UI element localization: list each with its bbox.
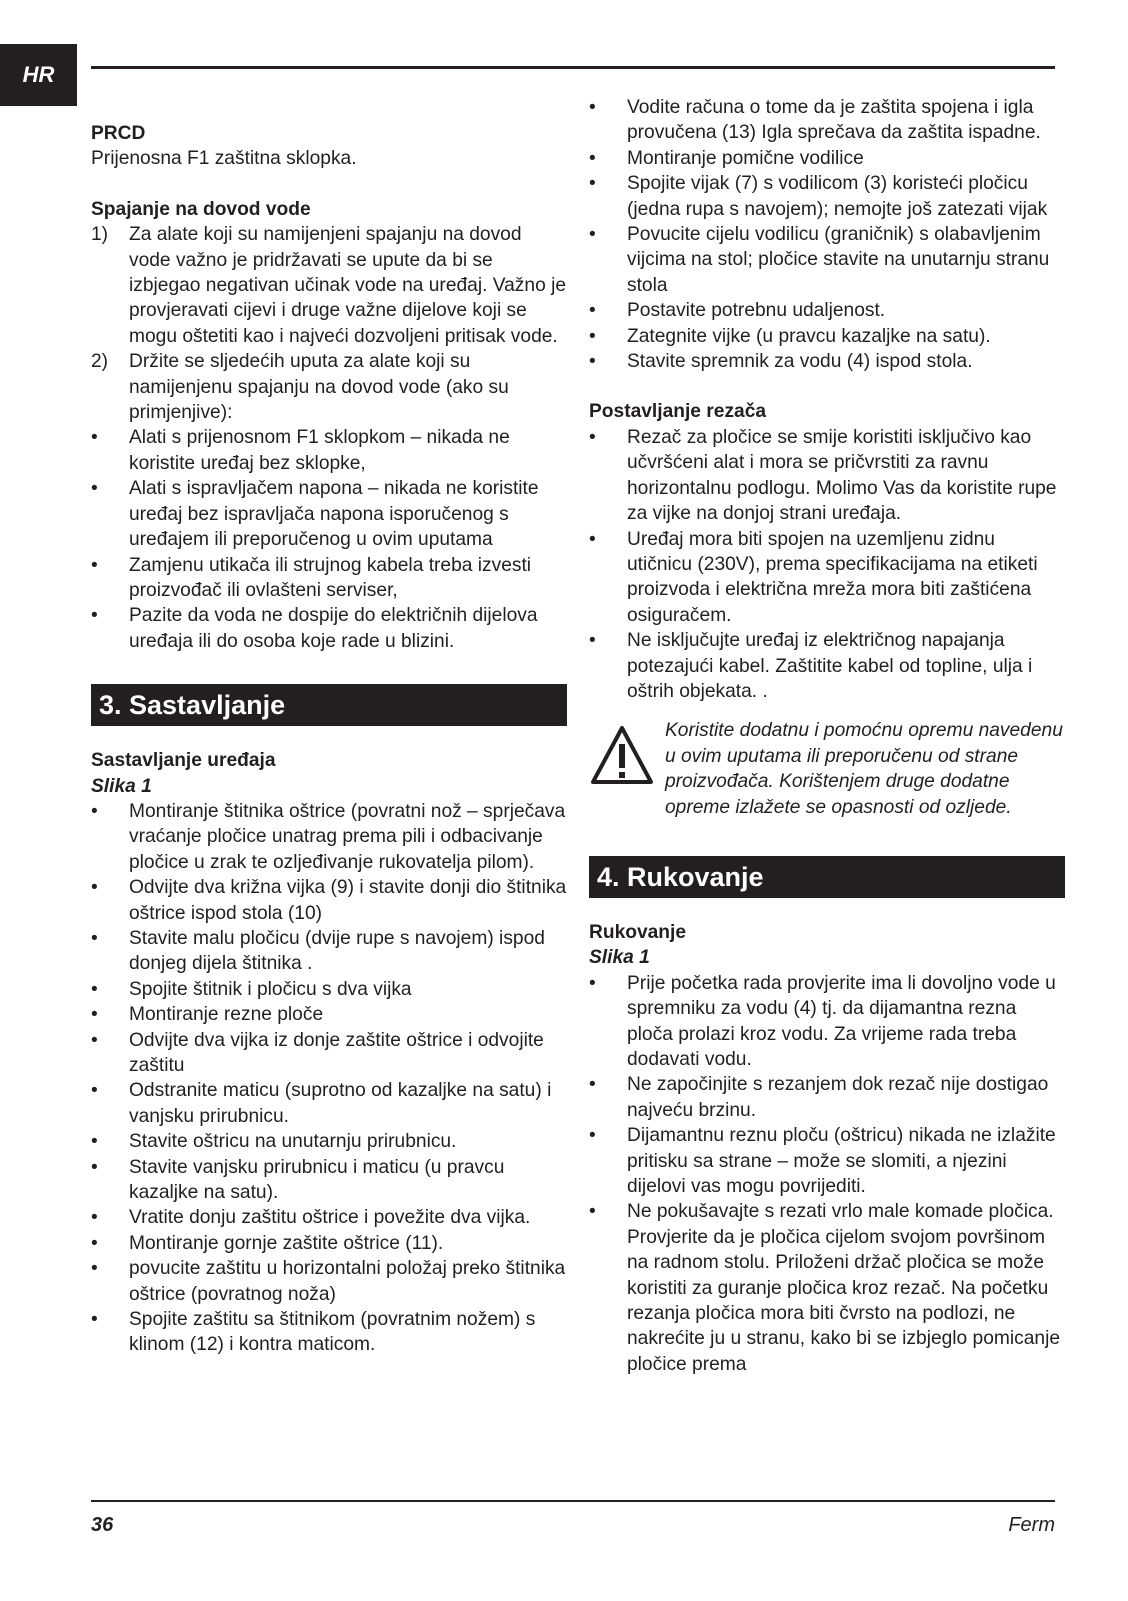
guide-list	[589, 95, 1065, 374]
list-item: • Alati s ispravljačem napona – nikada ne koristite uređaj bez ispravljača napona isporučenog s uređajem ili preporučenog u ovim uputama	[91, 478, 539, 551]
list-item: • Montiranje štitnika oštrice (povratni nož – sprječava vraćanje pločice unatrag prema pili i odbacivanje pločice u zrak te ozljeđivanje rukovatelja pilom).	[91, 800, 566, 873]
list-item: • Pazite da voda ne dospije do električnih dijelova uređaja ili do osoba koje rade u blizini.	[91, 605, 538, 652]
list-item: • Odstranite maticu (suprotno od kazaljke na satu) i vanjsku prirubnicu.	[91, 1080, 552, 1127]
list-item: • Montiranje gornje zaštite oštrice (11).	[91, 1232, 444, 1254]
list-item: • Zamjenu utikača ili strujnog kabela treba izvesti proizvođač ili ovlašteni serviser,	[91, 554, 532, 601]
brand-name: Ferm	[1008, 1514, 1055, 1536]
list-item: • Uređaj mora biti spojen na uzemljenu zidnu utičnicu (230V), prema specifikacijama na etiketi proizvoda i električna mreža mora biti zaštićena osiguračem.	[589, 528, 1038, 626]
right-column	[589, 95, 1065, 1377]
list-item: • Povucite cijelu vodilicu (graničnik) s olabavljenim vijcima na stol; pločice stavite na unutarnju stranu stola	[589, 224, 1050, 296]
list-item: • Spojite štitnik i pločicu s dva vijka	[91, 978, 412, 1000]
page-number: 36	[91, 1514, 114, 1536]
list-item: • Ne započinjite s rezanjem dok rezač nije dostigao najveću brzinu.	[589, 1074, 1049, 1121]
list-item: • Ne pokušavajte s rezati vrlo male komade pločica. Provjerite da je pločica cijelom svojom površinom na radnom stolu. Priloženi držač pločica se može koristiti za guranje pločica kroz rezač. Na početku rezanja pločica mora biti čvrsto na podlozi, ne nakrećite ju u stranu, kako bi se izbjeglo pomicanje pločice prema	[589, 1201, 1061, 1375]
list-item: • Stavite malu pločicu (dvije rupe s navojem) ispod donjeg dijela štitnika .	[91, 927, 545, 975]
list-item: • Montiranje pomične vodilice	[589, 147, 864, 169]
list-item: • Montiranje rezne ploče	[91, 1004, 324, 1026]
assembly-figure-ref: Slika 1	[91, 775, 152, 797]
assembly-list	[91, 799, 567, 1358]
left-column	[91, 121, 567, 1358]
header-rule	[91, 66, 1055, 69]
prcd-text: Prijenosna F1 zaštitna sklopka.	[91, 148, 357, 170]
section-heading-assembly: 3. Sastavljanje	[91, 684, 567, 726]
list-item: • Postavite potrebnu udaljenost.	[589, 300, 886, 322]
assembly-heading: Sastavljanje uređaja	[91, 750, 276, 772]
cutter-setup-heading: Postavljanje rezača	[589, 401, 767, 423]
warning-note	[589, 718, 1065, 820]
handling-figure-ref: Slika 1	[589, 947, 650, 969]
list-item: • povucite zaštitu u horizontalni položaj preko štitnika oštrice (povratnog noža)	[91, 1258, 566, 1305]
list-item: • Alati s prijenosnom F1 sklopkom – nikada ne koristite uređaj bez sklopke,	[91, 427, 510, 474]
list-item: 1) Za alate koji su namijenjeni spajanju na dovod vode važno je pridržavati se upute da bi se izbjegao negativan učinak vode na uređaj. Važno je provjeravati cijevi i druge važne dijelove koji se mogu oštetiti kao i najveći dozvoljeni pritisak vode.	[91, 224, 567, 347]
list-item: • Vratite donju zaštitu oštrice i povežite dva vijka.	[91, 1207, 531, 1229]
list-item: 2) Držite se sljedećih uputa za alate koji su namijenjenu spajanju na dovod vode (ako su primjenjive):	[91, 351, 509, 424]
list-item: • Stavite spremnik za vodu (4) ispod stola.	[589, 351, 973, 373]
list-item: • Ne isključujte uređaj iz električnog napajanja potezajući kabel. Zaštitite kabel od topline, ulja i oštrih objekata. .	[589, 630, 1033, 702]
handling-heading: Rukovanje	[589, 921, 687, 943]
list-item: • Prije početka rada provjerite ima li dovoljno vode u spremniku za vodu (4) tj. da dijamantna rezna ploča prolazi kroz vodu. Za vrijeme rada treba dodavati vodu.	[589, 972, 1056, 1070]
list-item: • Spojite zaštitu sa štitnikom (povratnim nožem) s klinom (12) i kontra maticom.	[91, 1309, 536, 1356]
list-item: • Stavite oštricu na unutarnju prirubnicu.	[91, 1131, 457, 1153]
list-item: • Odvijte dva križna vijka (9) i stavite donji dio štitnika oštrice ispod stola (10)	[91, 877, 567, 924]
water-supply-heading: Spajanje na dovod vode	[91, 198, 311, 220]
section-heading-handling: 4. Rukovanje	[589, 856, 1065, 898]
list-item: • Dijamantnu reznu ploču (oštricu) nikada ne izlažite pritisku sa strane – može se slomiti, a njezini dijelovi vas mogu povrijediti.	[589, 1125, 1056, 1198]
list-item: • Vodite računa o tome da je zaštita spojena i igla provučena (13) Igla sprečava da zaštita ispadne.	[589, 97, 1041, 144]
warning-text: Koristite dodatnu i pomoćnu opremu navedenu u ovim uputama ili preporučenu od strane proizvođača. Korištenjem druge dodatne opreme izlažete se opasnosti od ozljede.	[665, 720, 1063, 818]
prcd-heading: PRCD	[91, 123, 146, 144]
list-item: • Odvijte dva vijka iz donje zaštite oštrice i odvojite zaštitu	[91, 1029, 544, 1076]
warning-triangle-icon	[589, 724, 655, 790]
water-supply-list	[91, 222, 567, 654]
cutter-setup-list	[589, 425, 1065, 704]
footer-rule	[91, 1500, 1055, 1502]
list-item: • Rezač za pločice se smije koristiti isključivo kao učvršćeni alat i mora se pričvrstiti za ravnu horizontalnu podlogu. Molimo Vas da koristite rupe za vijke na donjoj strani uređaja.	[589, 426, 1057, 525]
language-tab: HR	[0, 44, 77, 106]
list-item: • Spojite vijak (7) s vodilicom (3) koristeći pločicu (jedna rupa s navojem); nemojte još zatezati vijak	[589, 173, 1048, 220]
list-item: • Stavite vanjsku prirubnicu i maticu (u pravcu kazaljke na satu).	[91, 1156, 505, 1204]
list-item: • Zategnite vijke (u pravcu kazaljke na satu).	[589, 325, 991, 347]
handling-list	[589, 971, 1065, 1378]
